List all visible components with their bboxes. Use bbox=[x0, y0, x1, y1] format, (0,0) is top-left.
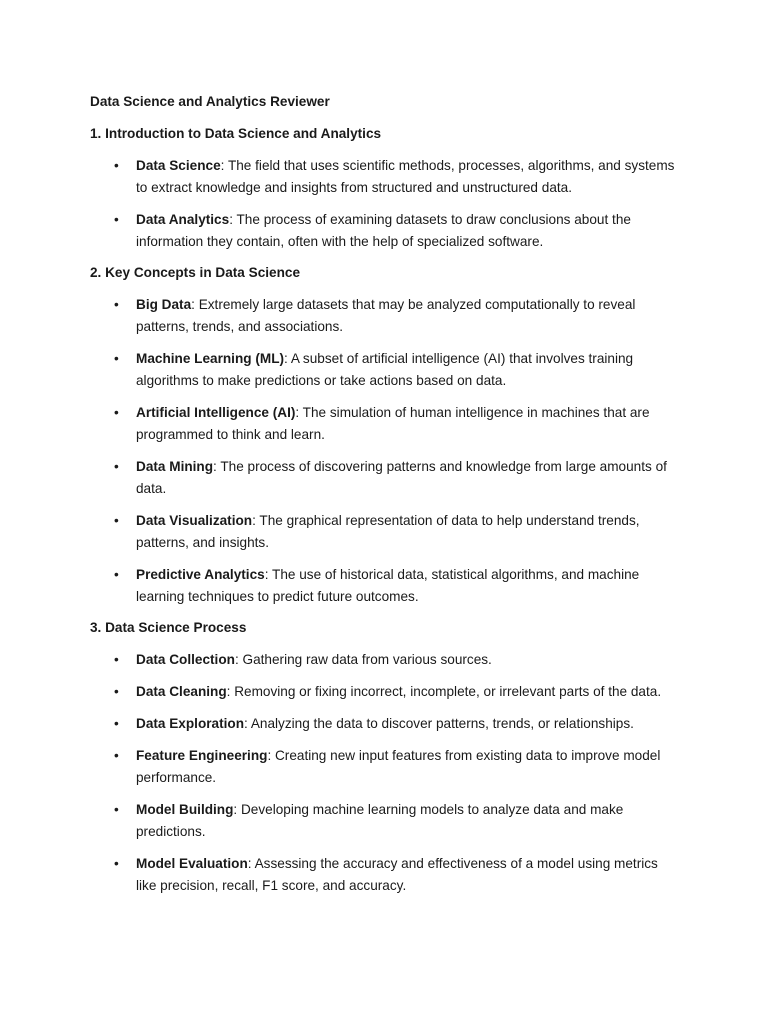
item-description: : Assessing the accuracy and effectiveness of a model using metrics like precision, recall, F1 score, and accuracy. bbox=[136, 856, 658, 893]
item-term: Model Building bbox=[136, 802, 234, 817]
item-description: : Developing machine learning models to analyze data and make predictions. bbox=[136, 802, 624, 839]
item-term: Data Cleaning bbox=[136, 684, 227, 699]
bullet-icon: • bbox=[114, 297, 119, 312]
item-term: Data Visualization bbox=[136, 513, 253, 528]
list-item bbox=[90, 155, 680, 199]
bullet-list bbox=[90, 294, 680, 608]
bullet-icon: • bbox=[114, 652, 119, 667]
list-item bbox=[90, 713, 680, 735]
bullet-icon: • bbox=[114, 351, 119, 366]
item-description: : Creating new input features from existing data to improve model performance. bbox=[136, 748, 661, 785]
item-term: Machine Learning (ML) bbox=[136, 351, 285, 366]
bullet-icon: • bbox=[114, 212, 119, 227]
bullet-icon: • bbox=[114, 856, 119, 871]
item-term: Model Evaluation bbox=[136, 856, 248, 871]
bullet-icon: • bbox=[114, 567, 119, 582]
section-introduction bbox=[90, 124, 680, 253]
bullet-icon: • bbox=[114, 405, 119, 420]
item-term: Data Mining bbox=[136, 459, 214, 474]
item-term: Big Data bbox=[136, 297, 192, 312]
item-description: : A subset of artificial intelligence (AI) that involves training algorithms to make predictions or take actions based on data. bbox=[136, 351, 634, 388]
bullet-icon: • bbox=[114, 748, 119, 763]
list-item bbox=[90, 456, 680, 500]
item-description: : The process of discovering patterns and knowledge from large amounts of data. bbox=[136, 459, 667, 496]
item-term: Data Collection bbox=[136, 652, 235, 667]
item-term: Predictive Analytics bbox=[136, 567, 265, 582]
item-description: : The use of historical data, statistical algorithms, and machine learning techniques to predict future outcomes. bbox=[136, 567, 640, 604]
bullet-icon: • bbox=[114, 802, 119, 817]
list-item bbox=[90, 681, 680, 703]
item-description: : Gathering raw data from various sources. bbox=[234, 652, 492, 667]
item-term: Feature Engineering bbox=[136, 748, 268, 763]
bullet-icon: • bbox=[114, 513, 119, 528]
bullet-icon: • bbox=[114, 684, 119, 699]
item-description: : Removing or fixing incorrect, incomplete, or irrelevant parts of the data. bbox=[226, 684, 662, 699]
section-key-concepts bbox=[90, 263, 680, 608]
list-item bbox=[90, 209, 680, 253]
list-item bbox=[90, 745, 680, 789]
list-item bbox=[90, 853, 680, 897]
bullet-list bbox=[90, 649, 680, 897]
section-heading: 1. Introduction to Data Science and Analytics bbox=[90, 126, 382, 141]
bullet-icon: • bbox=[114, 716, 119, 731]
item-term: Data Science bbox=[136, 158, 221, 173]
list-item bbox=[90, 510, 680, 554]
item-description: : Analyzing the data to discover patterns, trends, or relationships. bbox=[244, 716, 634, 731]
document-title: Data Science and Analytics Reviewer bbox=[90, 94, 330, 109]
list-item bbox=[90, 799, 680, 843]
item-term: Data Exploration bbox=[136, 716, 245, 731]
section-heading: 2. Key Concepts in Data Science bbox=[90, 265, 301, 280]
item-term: Artificial Intelligence (AI) bbox=[136, 405, 296, 420]
item-term: Data Analytics bbox=[136, 212, 230, 227]
list-item bbox=[90, 564, 680, 608]
item-description: : The simulation of human intelligence in machines that are programmed to think and learn. bbox=[136, 405, 650, 442]
bullet-icon: • bbox=[114, 459, 119, 474]
list-item bbox=[90, 294, 680, 338]
list-item bbox=[90, 649, 680, 671]
section-heading: 3. Data Science Process bbox=[90, 620, 247, 635]
bullet-icon: • bbox=[114, 158, 119, 173]
item-description: : Extremely large datasets that may be analyzed computationally to reveal patterns, trends, and associations. bbox=[136, 297, 636, 334]
item-description: : The field that uses scientific methods, processes, algorithms, and systems to extract knowledge and insights from structured and unstructured data. bbox=[136, 158, 675, 195]
list-item bbox=[90, 402, 680, 446]
bullet-list bbox=[90, 155, 680, 253]
item-description: : The process of examining datasets to draw conclusions about the information they contain, often with the help of specialized software. bbox=[136, 212, 631, 249]
section-process bbox=[90, 618, 680, 897]
item-description: : The graphical representation of data to help understand trends, patterns, and insights. bbox=[136, 513, 640, 550]
list-item bbox=[90, 348, 680, 392]
